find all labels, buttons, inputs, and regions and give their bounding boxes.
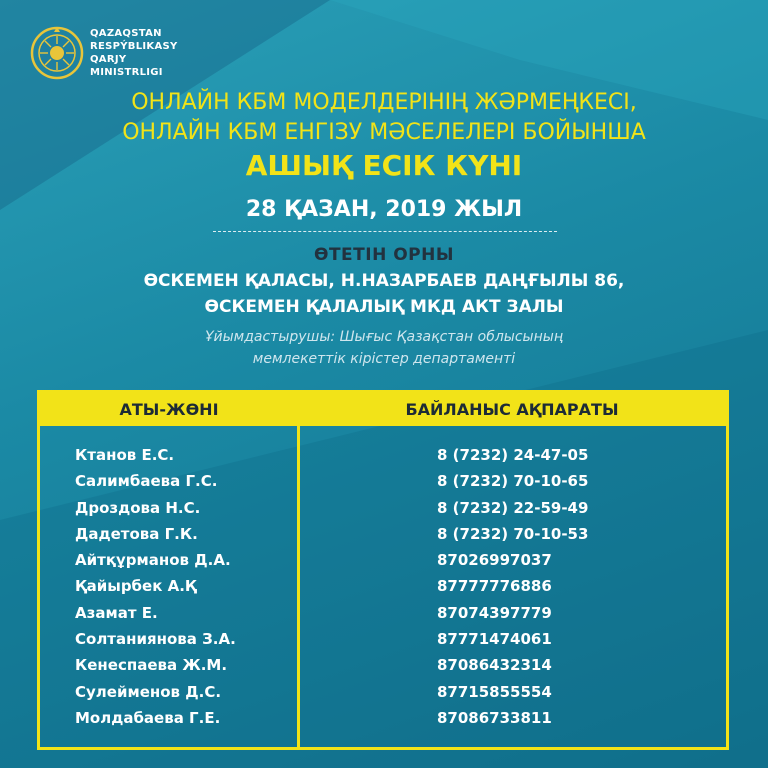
table-row	[40, 679, 726, 705]
table-row	[40, 626, 726, 652]
table-row	[40, 547, 726, 573]
table-body	[40, 442, 726, 731]
table-header	[40, 393, 726, 426]
contact-phone: 87086432314	[437, 656, 552, 675]
state-emblem-icon	[30, 26, 84, 80]
organizer-line-2: мемлекеттік кірістер департаменті	[252, 351, 516, 367]
contact-name: Азамат Е.	[75, 603, 158, 622]
contact-phone: 8 (7232) 24-47-05	[437, 446, 589, 464]
contact-name: Дроздова Н.С.	[75, 498, 201, 517]
table-row	[40, 705, 726, 731]
contact-phone: 87026997037	[437, 551, 552, 570]
contact-name: Сулейменов Д.С.	[75, 682, 222, 701]
contact-phone: 8 (7232) 70-10-53	[437, 524, 589, 543]
contact-name: Салимбаева Г.С.	[75, 472, 218, 491]
column-header-name: АТЫ-ЖӨНІ	[119, 400, 219, 419]
contact-phone: 8 (7232) 22-59-49	[437, 498, 589, 517]
ministry-name-line: QAZAQSTAN	[90, 28, 162, 39]
contact-phone: 87715855554	[437, 682, 552, 701]
ministry-name-line: MINISTRLIGI	[90, 67, 163, 78]
table-row	[40, 495, 726, 521]
contact-phone: 87771474061	[437, 630, 552, 649]
table-row	[40, 573, 726, 599]
ministry-name-line: RESPÝBLIKASY	[90, 41, 178, 52]
table-row	[40, 442, 726, 468]
contact-name: Ктанов Е.С.	[75, 446, 175, 464]
contact-name: Қайырбек А.Қ	[75, 577, 197, 596]
venue-address-line-1: ӨСКЕМЕН ҚАЛАСЫ, Н.НАЗАРБАЕВ ДАҢҒЫЛЫ 86,	[143, 271, 625, 291]
contact-name: Солтаниянова З.А.	[75, 630, 236, 649]
table-row	[40, 652, 726, 678]
contact-phone: 87074397779	[437, 603, 552, 622]
event-date: 28 ҚАЗАН, 2019 ЖЫЛ	[245, 197, 523, 222]
venue-label: ӨТЕТІН ОРНЫ	[314, 245, 454, 265]
contacts-table	[37, 390, 729, 750]
contact-phone: 87086733811	[437, 708, 552, 727]
title-line-2: ОНЛАЙН КБМ ЕНГІЗУ МӘСЕЛЕЛЕРІ БОЙЫНША	[122, 120, 646, 145]
title-main: АШЫҚ ЕСІК КҮНІ	[245, 149, 523, 182]
contact-phone: 87777776886	[437, 577, 552, 596]
organizer-line-1: Ұйымдастырушы: Шығыс Қазақстан облысының	[204, 329, 564, 345]
venue-address-line-2: ӨСКЕМЕН ҚАЛАЛЫҚ МКД АКТ ЗАЛЫ	[204, 297, 564, 317]
contact-name: Дадетова Г.К.	[75, 524, 198, 543]
table-row	[40, 521, 726, 547]
contact-name: Айтқұрманов Д.А.	[75, 551, 231, 570]
column-header-contact: БАЙЛАНЫС АҚПАРАТЫ	[405, 400, 619, 419]
contact-name: Молдабаева Г.Е.	[75, 708, 221, 727]
dashed-divider	[213, 231, 557, 232]
ministry-name	[90, 27, 178, 79]
table-row	[40, 468, 726, 494]
ministry-name-line: QARJY	[90, 54, 127, 65]
table-row	[40, 600, 726, 626]
title-line-1: ОНЛАЙН КБМ МОДЕЛДЕРІНІҢ ЖӘРМЕҢКЕСІ,	[131, 90, 637, 115]
contact-name: Кенеспаева Ж.М.	[75, 656, 228, 675]
contact-phone: 8 (7232) 70-10-65	[437, 472, 589, 491]
